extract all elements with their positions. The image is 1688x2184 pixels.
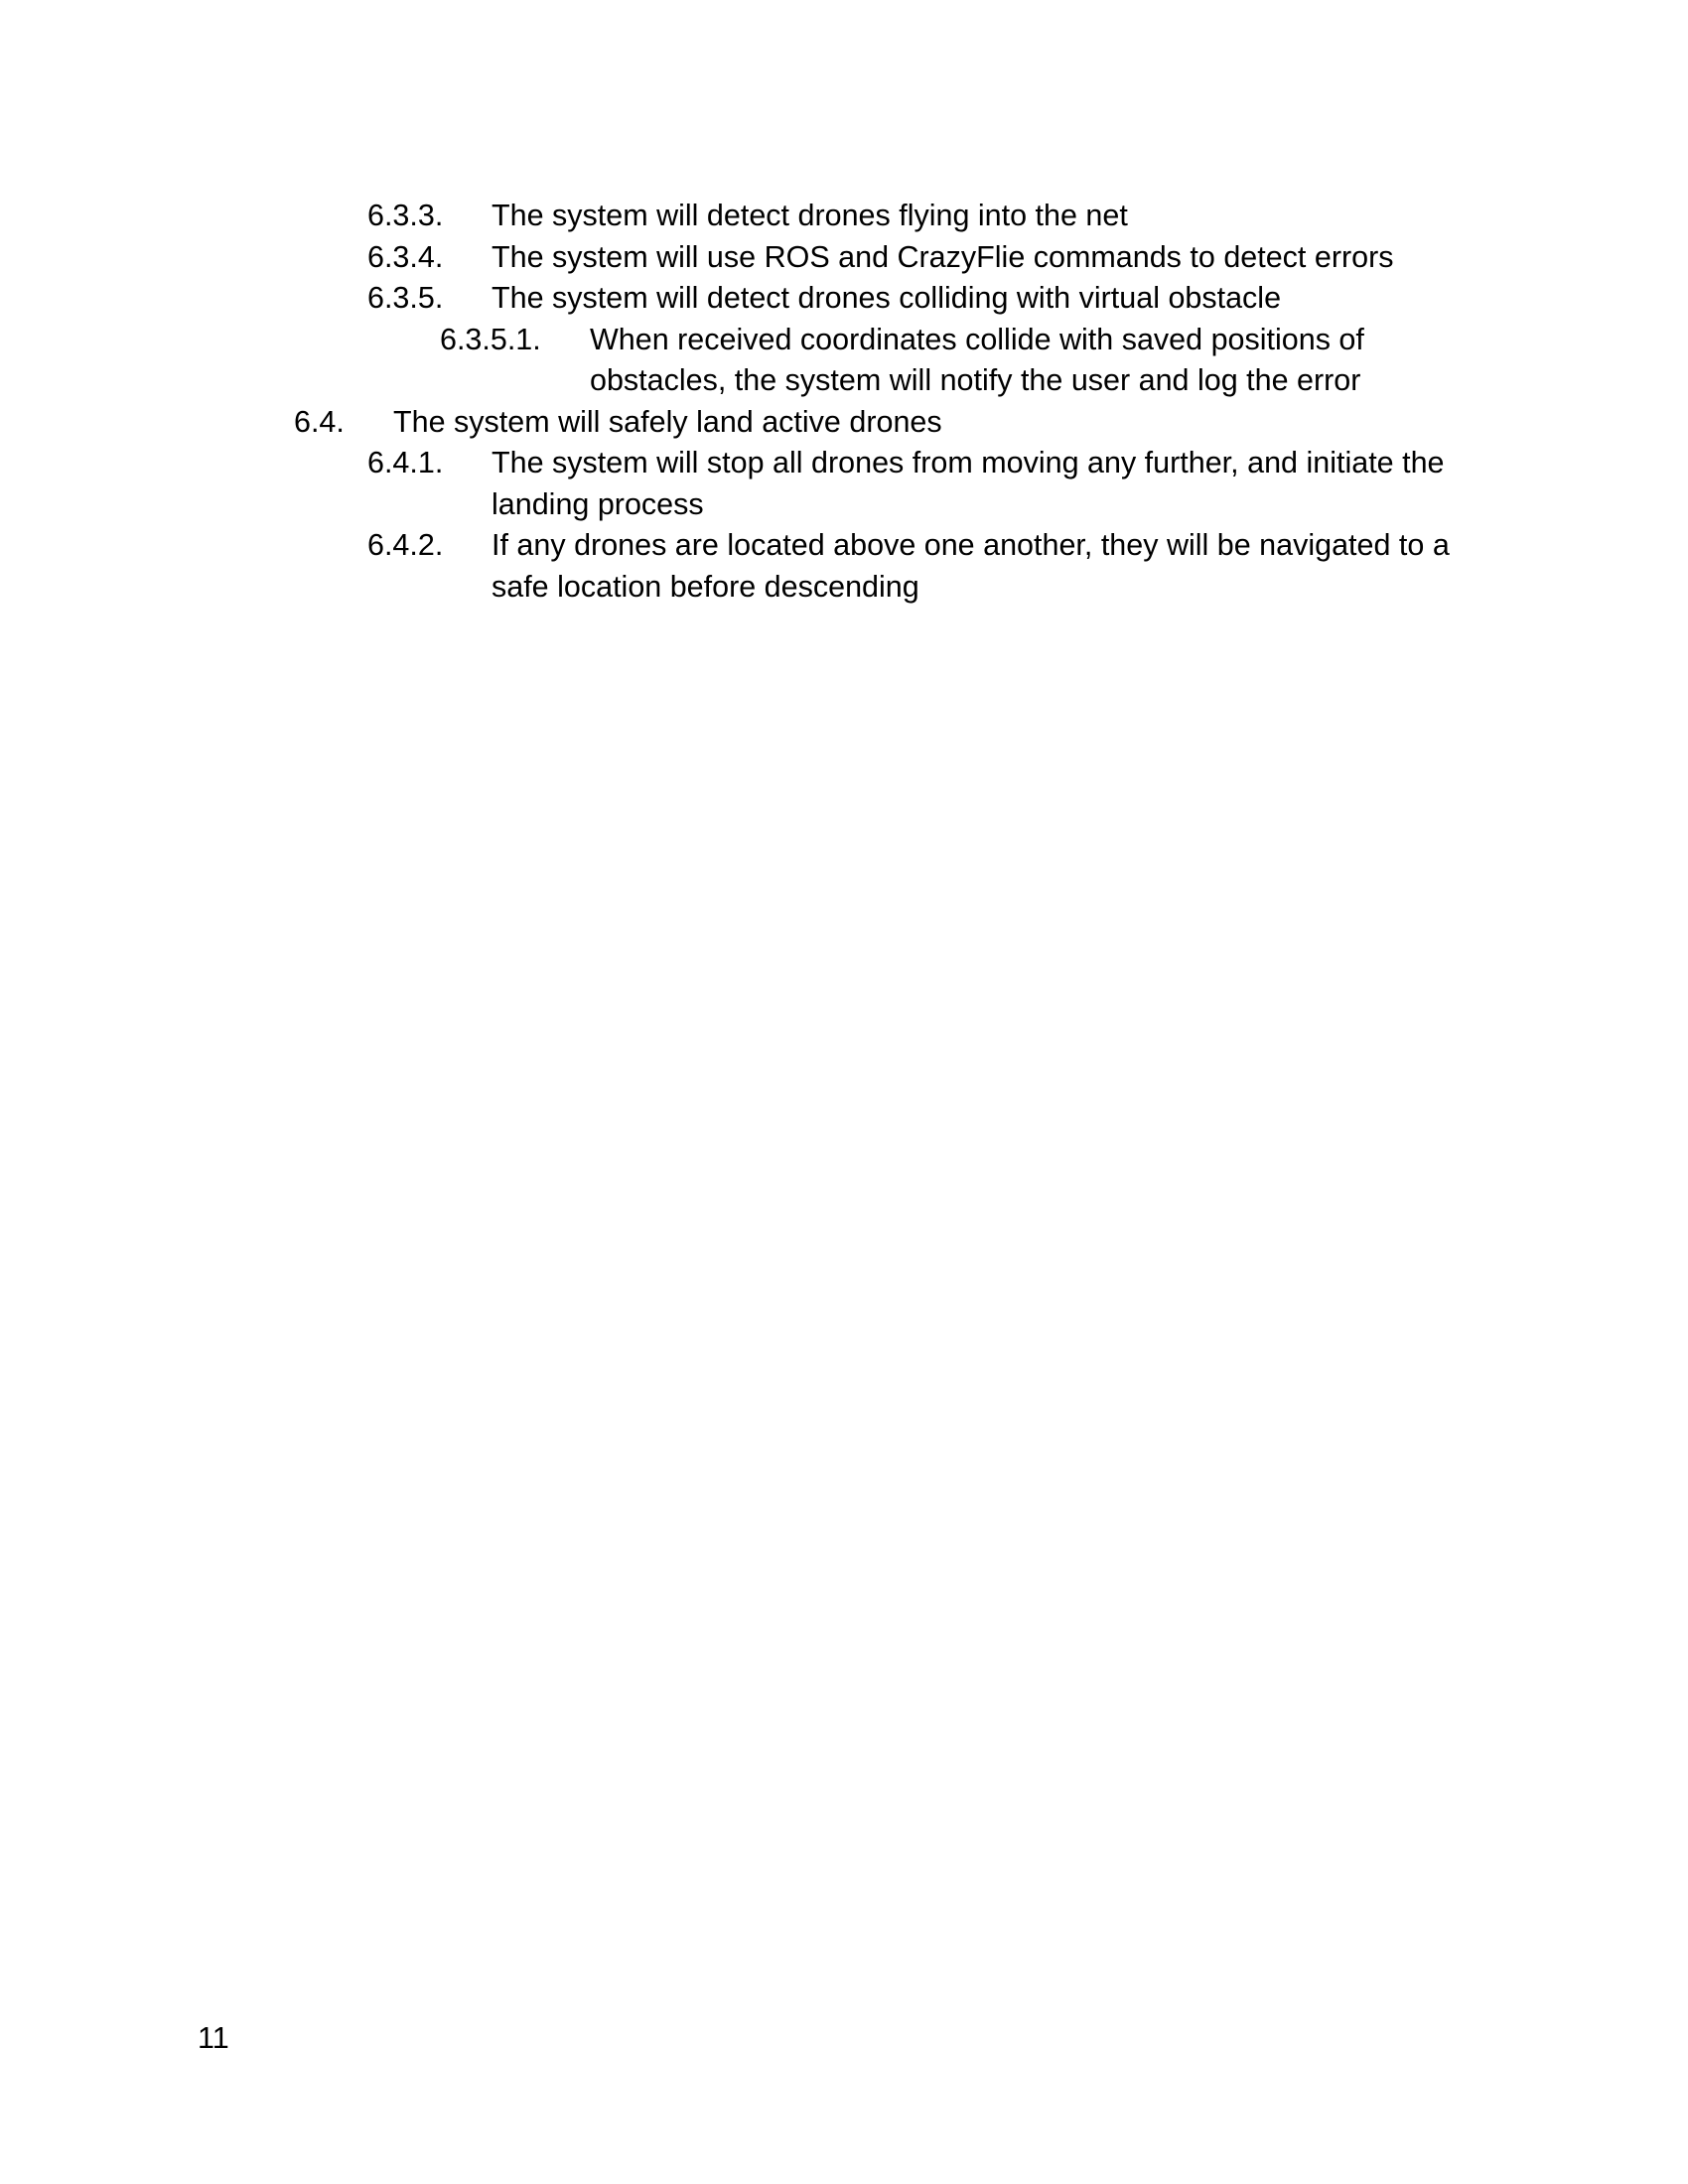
item-number: 6.3.5. <box>367 281 444 315</box>
item-number: 6.3.4. <box>367 240 444 274</box>
item-text: The system will detect drones flying into the net <box>492 199 1128 232</box>
item-text: The system will detect drones colliding with virtual obstacle <box>492 281 1282 315</box>
item-number: 6.3.3. <box>367 199 444 232</box>
item-text-continued: landing process <box>492 487 704 521</box>
item-number: 6.4. <box>294 405 345 439</box>
item-number: 6.3.5.1. <box>440 323 541 356</box>
item-number: 6.4.2. <box>367 528 444 562</box>
item-text: The system will safely land active drones <box>393 405 942 439</box>
item-number: 6.4.1. <box>367 446 444 479</box>
item-text: The system will use ROS and CrazyFlie commands to detect errors <box>492 240 1394 274</box>
item-text: The system will stop all drones from moving any further, and initiate the <box>492 446 1445 479</box>
item-text: When received coordinates collide with saved positions of <box>590 323 1364 356</box>
item-text-continued: obstacles, the system will notify the user and log the error <box>590 363 1361 397</box>
item-text: If any drones are located above one another, they will be navigated to a <box>492 528 1450 562</box>
item-text-continued: safe location before descending <box>492 570 919 604</box>
page-number: 11 <box>198 2021 229 2055</box>
